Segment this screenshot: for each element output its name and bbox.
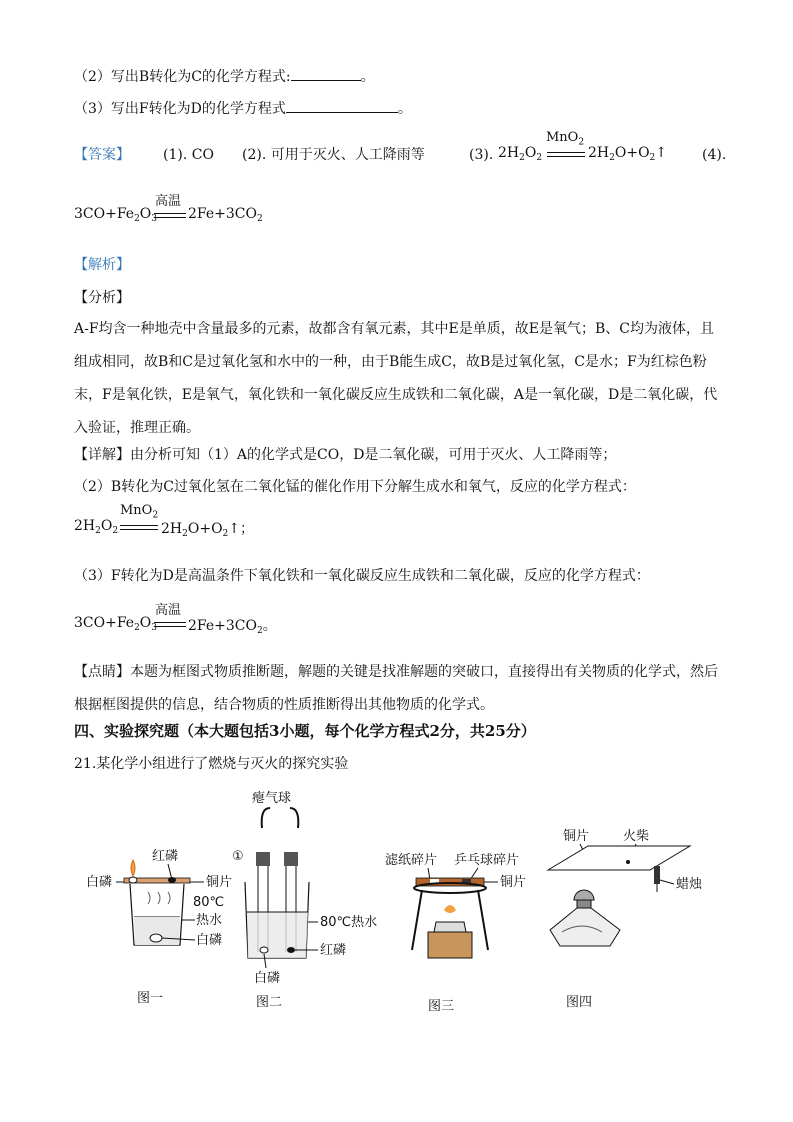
fig2-white-p-label: 白磷	[254, 971, 281, 986]
fig1-copper-label: 铜片	[206, 875, 233, 890]
figure-1	[86, 848, 232, 1006]
figure-4	[548, 828, 703, 1010]
fig4-copper-plate	[548, 846, 690, 870]
detail-2: （2）B转化为C过氧化氢在二氧化锰的催化作用下分解生成水和氧气，反应的化学方程式：	[74, 479, 636, 495]
figure-3	[385, 852, 526, 1014]
detail-line: 【详解】由分析可知（1）A的化学式是CO，D是二氧化碳，可用于灭火、人工降雨等；	[74, 447, 617, 463]
equation3-catalyst: MnO$_2$	[120, 503, 159, 521]
equation3-right: $2H_2O+O_2↑$；	[161, 521, 255, 539]
fig3-pingpong-label: 乒乓球碎片	[454, 853, 520, 868]
analysis-body: A-F均含一种地壳中含量最多的元素，故都含有氧元素，其中E是单质，故E是氧气；B、C均为液体，且组成相同，故B和C是过氧化氢和水中的一种，由于B能生成C，故B是过氧化氢，C是水；F为红棕色粉末，F是氧化铁，E是氧气，氧化铁和一氧化碳反应生成铁和二氧化碳，A是一氧化碳，D是二氧化碳，代入验证，推理正确。	[74, 321, 718, 436]
question-3: （3）写出F转化为D的化学方程式 。	[74, 98, 412, 119]
fig2-caption: 图二	[256, 995, 283, 1010]
question-21: 21.某化学小组进行了燃烧与灭火的探究实验	[74, 756, 349, 772]
fig1-temp-label: 80℃	[193, 895, 225, 910]
equation4-right: $2Fe+3CO_2$。	[188, 618, 277, 636]
question-2: （2）写出B转化为C的化学方程式: 。	[74, 66, 375, 87]
answer-part-2: (2). 可用于灭火、人工降雨等	[242, 147, 425, 163]
answer-part-4: (4).	[702, 147, 727, 163]
equation-equals	[547, 152, 585, 157]
equation3-equals	[120, 525, 158, 530]
equation4-condition: 高温	[155, 603, 182, 618]
fig3-filter-label: 滤纸碎片	[385, 853, 438, 868]
fig2-circle-label: ①	[232, 849, 244, 864]
equation-catalyst: MnO$_2$	[546, 130, 585, 148]
answer-part-3: (3).	[469, 147, 494, 163]
fig1-white-p-label: 白磷	[86, 875, 113, 890]
equation2-left: $3CO+Fe_2O_3$	[74, 206, 158, 224]
fig4-candle-label: 蜡烛	[676, 877, 703, 892]
fig1-red-p-label: 红磷	[152, 849, 179, 864]
equation2-right: $2Fe+3CO_2$	[188, 206, 263, 224]
equation4-left: $3CO+Fe_2O_3$	[74, 615, 158, 633]
experiment-figures	[0, 780, 793, 1040]
analysis-sub: 【分析】	[74, 290, 130, 306]
equation4-equals	[154, 622, 186, 627]
equation2-condition: 高温	[155, 194, 182, 209]
equation2-equals	[154, 213, 186, 218]
fig4-caption: 图四	[566, 995, 593, 1010]
fig4-copper-label: 铜片	[563, 829, 590, 844]
comment: 【点睛】本题为框图式物质推断题，解题的关键是找准解题的突破口，直接得出有关物质的化学式，然后根据框图提供的信息，结合物质的性质推断得出其他物质的化学式。	[74, 664, 718, 713]
fig2-balloon-label: 瘪气球	[252, 791, 292, 806]
fig2-red-p-label: 红磷	[320, 943, 347, 958]
equation-h2o2: $2H_2O_2$	[498, 145, 543, 163]
fig4-match-label: 火柴	[623, 829, 650, 844]
fig2-water-label: 80℃热水	[320, 915, 378, 930]
fig1-water-label: 热水	[196, 913, 223, 928]
analysis-tag: 【解析】	[74, 257, 130, 273]
answer-tag: 【答案】	[74, 147, 130, 163]
detail-3: （3）F转化为D是高温条件下氧化铁和一氧化碳反应生成铁和二氧化碳，反应的化学方程式：	[74, 568, 650, 584]
fig1-white-p2-label: 白磷	[196, 933, 223, 948]
figure-2	[232, 790, 377, 1010]
equation3-left: $2H_2O_2$	[74, 518, 119, 536]
answer-part-1: (1). CO	[163, 147, 214, 163]
fig3-caption: 图三	[428, 999, 455, 1014]
fig3-copper-label: 铜片	[500, 875, 527, 890]
fig1-caption: 图一	[137, 991, 164, 1006]
equation-products: $2H_2O+O_2↑$	[588, 145, 668, 163]
section-4-title: 四、实验探究题（本大题包括3小题，每个化学方程式2分，共25分）	[74, 722, 536, 740]
